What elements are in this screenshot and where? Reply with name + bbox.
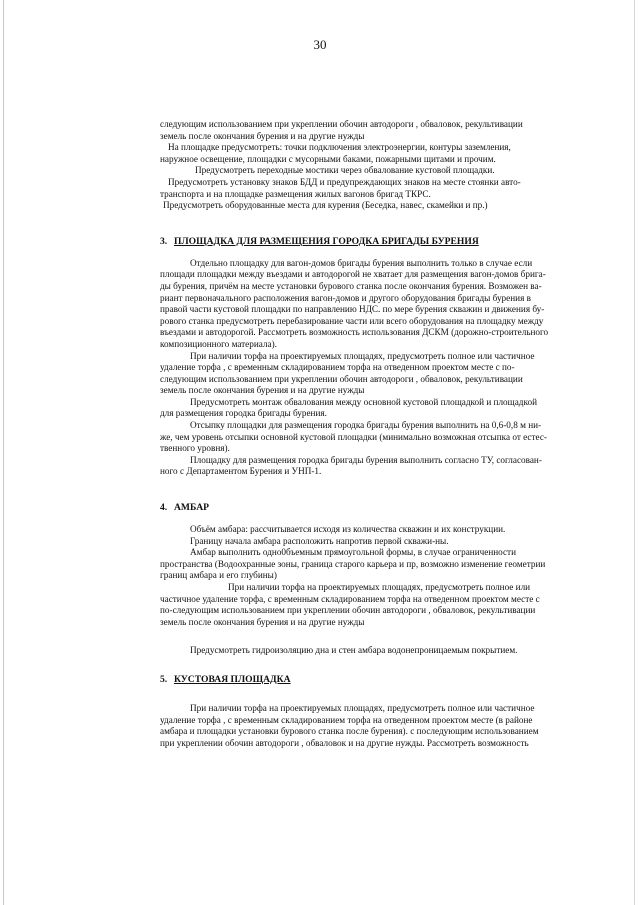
paragraph-line: Предусмотреть установку знаков БДД и предупреждающих знаков на месте стоянки авто-	[168, 176, 521, 187]
section-title: АМБАР	[174, 502, 209, 514]
paragraph-line: земель после окончания бурения и на другие нужды	[160, 385, 365, 396]
paragraph-line: Объём амбара: рассчитывается исходя из количества скважин и их конструкции.	[190, 524, 506, 535]
section-5-body	[160, 703, 560, 749]
paragraph-line: земель после окончания бурения и на другие нужды	[160, 616, 365, 627]
paragraph-line: ного с Департаментом Бурения и УНП-1.	[160, 466, 322, 477]
paragraph-line: следующим использованием при укреплении обочин автодороги , обваловок, рекультивации	[160, 119, 523, 129]
paragraph-line: Отдельно площадку для вагон-домов бригады бурения выполнить только в случае если	[190, 257, 533, 268]
paragraph-line: площади площадки между въездами и автодорогой не хватает для размещения вагон-домов брига-	[160, 269, 546, 280]
paragraph-line: амбара и площадки установки бурового станка после бурения). с последующим использованием	[160, 726, 539, 737]
paragraph-line: При наличии торфа на проектируемых площадях, предусмотреть полное или	[228, 582, 531, 592]
paragraph-line: риант первоначального расположения вагон-домов и другого оборудования бригады бурения в	[160, 292, 531, 303]
paragraph-line: транспорта и на площадке размещения жилых вагонов бригад ТКРС.	[160, 188, 431, 199]
paragraph-line: пространства (Водоохранные зоны, граница старого карьера и пр, возможно изменение геометрии	[160, 558, 546, 569]
paragraph-line: Предусмотреть гидроизоляцию дна и стен амбара водонепроницаемым покрытием.	[190, 645, 518, 656]
paragraph-line: границ амбара и его глубины)	[160, 570, 277, 581]
paragraph-line: композиционного материала).	[160, 338, 277, 349]
section-title: ПЛОЩАДКА ДЛЯ РАЗМЕЩЕНИЯ ГОРОДКА БРИГАДЫ БУРЕНИЯ	[174, 235, 479, 247]
paragraph-line: При наличии торфа на проектируемых площадях, предусмотреть полное или частичное	[190, 350, 535, 361]
paragraph-line: Площадку для размещения городка бригады бурения выполнить согласно ТУ, согласован-	[190, 454, 542, 465]
paragraph-line: при укреплении обочин автодороги , обваловок и на другие нужды. Рассмотреть возможность	[160, 737, 529, 748]
paragraph-line: же, чем уровень отсыпки основной кустовой площадки (минимально возможная отсыпка от естес-	[160, 431, 547, 442]
section-number: 3.	[160, 235, 168, 247]
paragraph-line: Границу начала амбара расположить напротив первой скважи-ны.	[190, 535, 449, 546]
intro-block	[160, 119, 560, 212]
paragraph-line: по-следующим использованием при укреплении обочин автодороги , обваловок, рекультивации	[160, 605, 536, 616]
paragraph-line: рового станка предусмотреть перебазирование части или всего оборудования на площадку между	[160, 315, 544, 326]
paragraph-line: твенного уровня).	[160, 443, 230, 454]
paragraph-line: Предусмотреть переходные мостики через обвалование кустовой площадки.	[195, 165, 495, 176]
paragraph-line: На площадке предусмотреть: точки подключения электроэнергии, контуры заземления,	[168, 142, 511, 153]
page-number: 30	[313, 37, 327, 52]
paragraph-line: Предусмотреть монтаж обвалования между основной кустовой площадкой и площадкой	[190, 396, 537, 407]
paragraph-line: въездами и автодорогой. Рассмотреть возможность использования ДСКМ (дорожно-строительного	[160, 327, 549, 338]
section-3-heading	[160, 236, 560, 248]
paragraph-line: При наличии торфа на проектируемых площадях, предусмотреть полное или частичное	[190, 702, 535, 713]
paragraph-line: ды бурения, причём на месте установки бурового станка после окончания бурения. Возможен ва-	[160, 280, 542, 291]
paragraph-line: правой части кустовой площадки по направлению НДС. по мере бурения скважин и движения бу-	[160, 304, 545, 315]
paragraph-line: Отсыпку площадки для размещения городка бригады бурения выполнить на 0,6-0,8 м ни-	[190, 420, 542, 431]
document-body	[160, 119, 560, 749]
scan-edge-right	[634, 0, 635, 905]
paragraph-line: частичное удаление торфа, с временным складированием торфа на отведенном проектом месте с	[160, 593, 540, 604]
paragraph-line: наружное освещение, площадки с мусорными баками, пожарными щитами и прочим.	[160, 153, 496, 164]
section-number: 5.	[160, 673, 168, 685]
section-4-heading	[160, 502, 560, 514]
paragraph-line: удаление торфа , с временным складированием торфа на отведенном проектом месте (в районе	[160, 714, 533, 725]
scan-edge-left	[3, 0, 4, 905]
paragraph-line: Амбар выполнить одно0бъемным прямоугольной формы, в случае ограниченности	[190, 547, 516, 558]
paragraph-line: Предусмотреть оборудованные места для курения (Беседка, навес, скамейки и пр.)	[163, 200, 488, 211]
section-number: 4.	[160, 502, 168, 514]
paragraph-line: удаление торфа , с временным складированием торфа на отведенном проектом месте с по-	[160, 362, 515, 373]
section-4-body	[160, 524, 560, 628]
section-3-body	[160, 258, 560, 478]
paragraph-line: для размещения городка бригады бурения.	[160, 408, 327, 419]
section-5-heading	[160, 674, 560, 686]
paragraph-line: следующим использованием при укреплении обочин автодороги , обваловок, рекультивации	[160, 373, 523, 384]
section-title: КУСТОВАЯ ПЛОЩАДКА	[174, 673, 291, 685]
paragraph-line: земель после окончания бурения и на другие нужды	[160, 130, 365, 141]
